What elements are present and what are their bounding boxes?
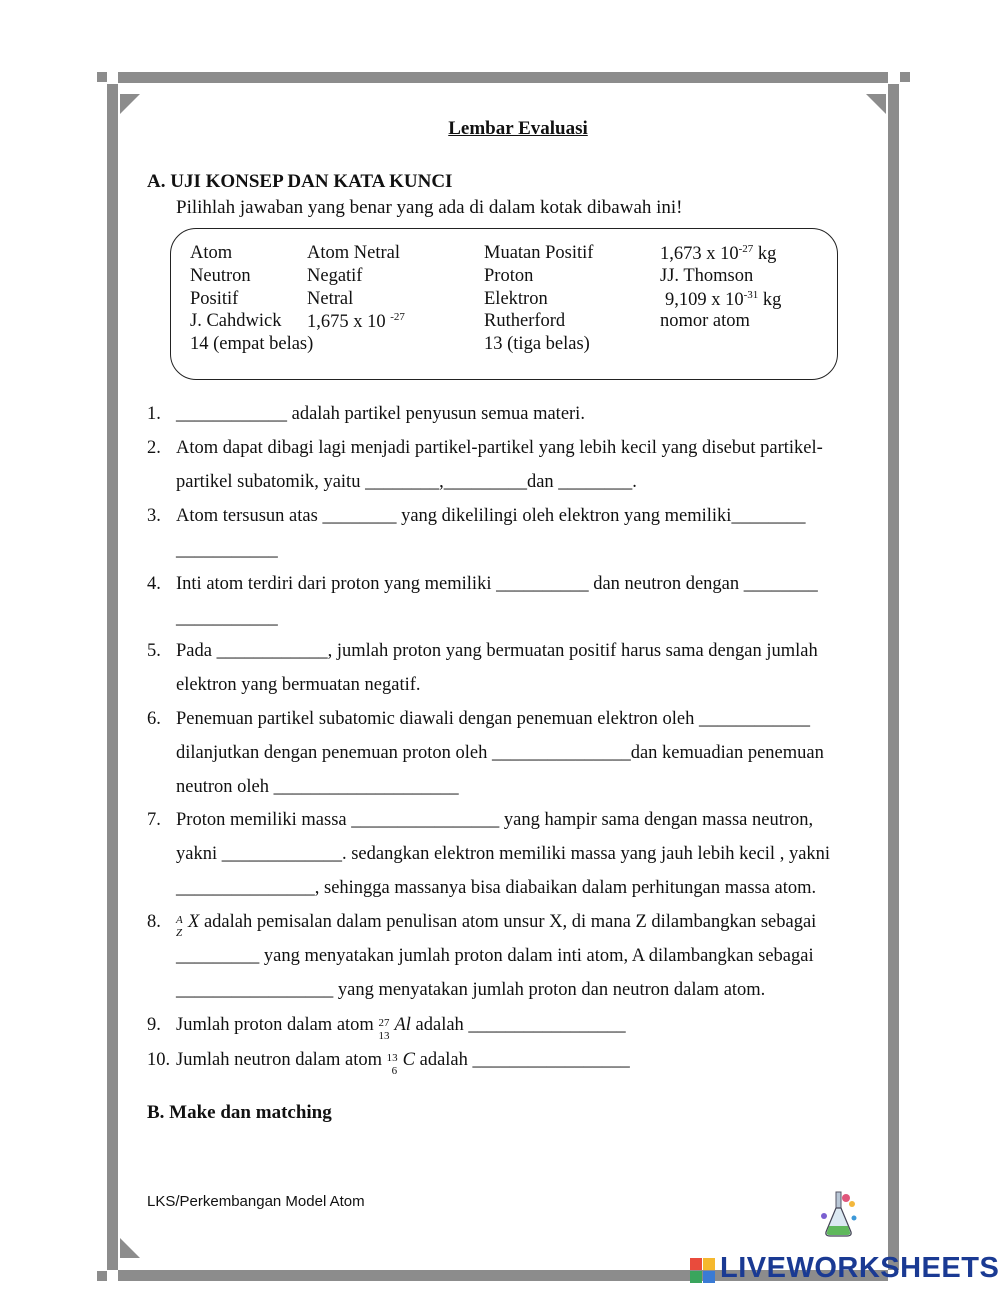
question-text: adalah partikel penyusun semua materi. xyxy=(287,404,585,424)
option-item[interactable]: Atom xyxy=(190,243,233,263)
question-number: 6. xyxy=(147,709,161,729)
question-text: Proton memiliki massa xyxy=(176,810,352,830)
footer-text: LKS/Perkembangan Model Atom xyxy=(147,1193,365,1210)
answer-blank[interactable]: ________. xyxy=(558,472,637,492)
flask-icon xyxy=(816,1190,860,1240)
question-text: dan kemuadian penemuan xyxy=(630,743,824,763)
option-item[interactable]: 13 (tiga belas) xyxy=(484,334,590,354)
question-text: Atom dapat dibagi lagi menjadi partikel-partikel yang lebih kecil yang disebut partikel- xyxy=(176,438,823,458)
question-text: adalah pemisalan dalam penulisan atom unsur X, di mana Z dilambangkan sebagai xyxy=(199,912,817,932)
frame-corner-tl xyxy=(120,94,140,114)
answer-blank[interactable]: ________________ xyxy=(351,810,500,830)
option-item[interactable] xyxy=(665,289,781,311)
liveworksheets-logo-icon xyxy=(690,1258,716,1284)
question-text: elektron yang bermuatan negatif. xyxy=(176,675,421,695)
frame-corner-tr xyxy=(866,94,886,114)
section-b-heading: B. Make dan matching xyxy=(147,1102,332,1123)
question-text: , jumlah proton yang bermuatan positif harus sama dengan jumlah xyxy=(327,641,818,661)
question-9 xyxy=(147,1008,861,1042)
option-item[interactable]: Muatan Positif xyxy=(484,243,594,263)
answer-blank[interactable]: ________ xyxy=(731,506,806,526)
option-item[interactable]: Positif xyxy=(190,289,239,309)
answer-blank[interactable]: ___________ xyxy=(176,608,278,628)
option-item[interactable]: Atom Netral xyxy=(307,243,400,263)
option-item[interactable] xyxy=(660,243,776,265)
question-text: Jumlah neutron dalam atom xyxy=(176,1050,387,1070)
question-number: 5. xyxy=(147,641,161,661)
option-item[interactable]: J. Cahdwick xyxy=(190,311,282,331)
question-text: adalah xyxy=(415,1050,473,1070)
question-5 xyxy=(147,634,861,702)
isotope-notation xyxy=(386,1047,403,1077)
option-item[interactable]: Netral xyxy=(307,289,354,309)
answer-blank[interactable]: ________, xyxy=(365,472,444,492)
answer-blank[interactable]: _________ xyxy=(443,472,527,492)
element-symbol: X xyxy=(188,912,200,932)
answer-blank[interactable]: ____________ xyxy=(216,641,328,661)
answer-blank[interactable]: ____________ xyxy=(698,709,810,729)
question-text: adalah xyxy=(410,1015,469,1035)
question-text: Atom tersusun atas xyxy=(176,506,323,526)
question-text: yang menyatakan jumlah proton dalam inti atom, A dilambangkan sebagai xyxy=(259,946,814,966)
answer-blank[interactable]: _________________ xyxy=(468,1015,626,1035)
atomic-number: 6 xyxy=(391,1065,398,1077)
option-unit: kg xyxy=(762,290,782,311)
question-2 xyxy=(147,431,861,499)
answer-blank[interactable]: ___________ xyxy=(176,540,278,560)
option-item[interactable]: JJ. Thomson xyxy=(660,266,754,286)
isotope-notation xyxy=(378,1012,394,1042)
question-number: 4. xyxy=(147,574,161,594)
answer-blank[interactable]: ____________ xyxy=(176,404,287,424)
answer-blank[interactable]: _________________ xyxy=(472,1050,630,1070)
option-unit: kg xyxy=(757,244,777,265)
option-item[interactable]: 14 (empat belas) xyxy=(190,334,314,354)
question-3 xyxy=(147,499,861,567)
option-item[interactable]: nomor atom xyxy=(660,311,750,331)
question-text: neutron oleh xyxy=(176,777,274,797)
question-7 xyxy=(147,803,861,905)
question-number: 9. xyxy=(147,1015,161,1035)
question-text: dan xyxy=(526,472,559,492)
element-symbol: Al xyxy=(394,1015,411,1035)
frame-top xyxy=(118,72,888,83)
section-a-instruction: Pilihlah jawaban yang benar yang ada di dalam kotak dibawah ini! xyxy=(176,197,683,218)
frame-square-tr xyxy=(900,72,910,82)
answer-blank[interactable]: ________ xyxy=(322,506,397,526)
answer-blank[interactable]: _________ xyxy=(176,946,260,966)
page-title: Lembar Evaluasi xyxy=(448,118,588,139)
option-item[interactable]: Neutron xyxy=(190,266,251,286)
question-text: Pada xyxy=(176,641,217,661)
question-number: 7. xyxy=(147,810,161,830)
question-number: 10. xyxy=(147,1050,171,1070)
question-text: Inti atom terdiri dari proton yang memiliki xyxy=(176,574,497,594)
answer-blank[interactable]: _______________ xyxy=(176,878,315,898)
question-text: yang hampir sama dengan massa neutron, xyxy=(499,810,814,830)
question-number: 2. xyxy=(147,438,161,458)
option-base: 1,673 x 10 xyxy=(660,244,739,265)
question-number: 3. xyxy=(147,506,161,526)
option-item[interactable]: Proton xyxy=(484,266,534,286)
question-number: 8. xyxy=(147,912,161,932)
answer-blank[interactable]: ________ xyxy=(743,574,818,594)
frame-left xyxy=(107,84,118,1270)
question-text: dilanjutkan dengan penemuan proton oleh xyxy=(176,743,492,763)
option-item[interactable]: Rutherford xyxy=(484,311,566,331)
option-exp: -27 xyxy=(390,311,405,323)
question-6 xyxy=(147,702,861,804)
option-item[interactable]: Elektron xyxy=(484,289,548,309)
question-text: , sehingga massanya bisa diabaikan dalam perhitungan massa atom. xyxy=(314,878,817,898)
answer-blank[interactable]: __________ xyxy=(496,574,589,594)
question-1 xyxy=(147,397,861,431)
isotope-notation xyxy=(176,909,188,939)
option-base: 1,675 x 10 xyxy=(307,312,386,333)
element-symbol: C xyxy=(402,1050,415,1070)
option-exp: -31 xyxy=(743,289,759,301)
question-text: yang dikelilingi oleh elektron yang memiliki xyxy=(396,506,732,526)
atomic-number: Z xyxy=(176,927,183,939)
question-8 xyxy=(147,905,861,1007)
answer-blank[interactable]: _______________ xyxy=(491,743,631,763)
mass-number: 27 xyxy=(378,1017,390,1029)
option-exp: -27 xyxy=(738,243,754,255)
question-text: yakni xyxy=(176,844,222,864)
mass-number: A xyxy=(176,914,183,926)
atomic-number: 13 xyxy=(378,1030,390,1042)
question-text: yang menyatakan jumlah proton dan neutron dalam atom. xyxy=(333,980,766,1000)
answer-blank[interactable]: _________________ xyxy=(176,980,334,1000)
frame-right xyxy=(888,84,899,1270)
section-a-heading: A. UJI KONSEP DAN KATA KUNCI xyxy=(147,171,453,192)
answer-blank[interactable]: _____________ xyxy=(221,844,342,864)
option-item[interactable] xyxy=(307,311,405,333)
question-number: 1. xyxy=(147,404,161,424)
frame-square-tl xyxy=(97,72,107,82)
option-item[interactable]: Negatif xyxy=(307,266,363,286)
answer-blank[interactable]: ____________________ xyxy=(273,777,459,797)
mass-number: 13 xyxy=(386,1052,398,1064)
question-4 xyxy=(147,567,861,635)
frame-square-bl xyxy=(97,1271,107,1281)
brand-name: LIVEWORKSHEETS xyxy=(720,1252,1000,1284)
question-text: partikel subatomik, yaitu xyxy=(176,472,366,492)
option-base: 9,109 x 10 xyxy=(665,290,744,311)
question-text: . sedangkan elektron memiliki massa yang jauh lebih kecil , yakni xyxy=(341,844,831,864)
question-text: Jumlah proton dalam atom xyxy=(176,1015,379,1035)
question-10 xyxy=(147,1043,861,1077)
question-text: dan neutron dengan xyxy=(588,574,744,594)
frame-corner-bl xyxy=(120,1238,140,1258)
question-text: Penemuan partikel subatomic diawali dengan penemuan elektron oleh xyxy=(176,709,699,729)
